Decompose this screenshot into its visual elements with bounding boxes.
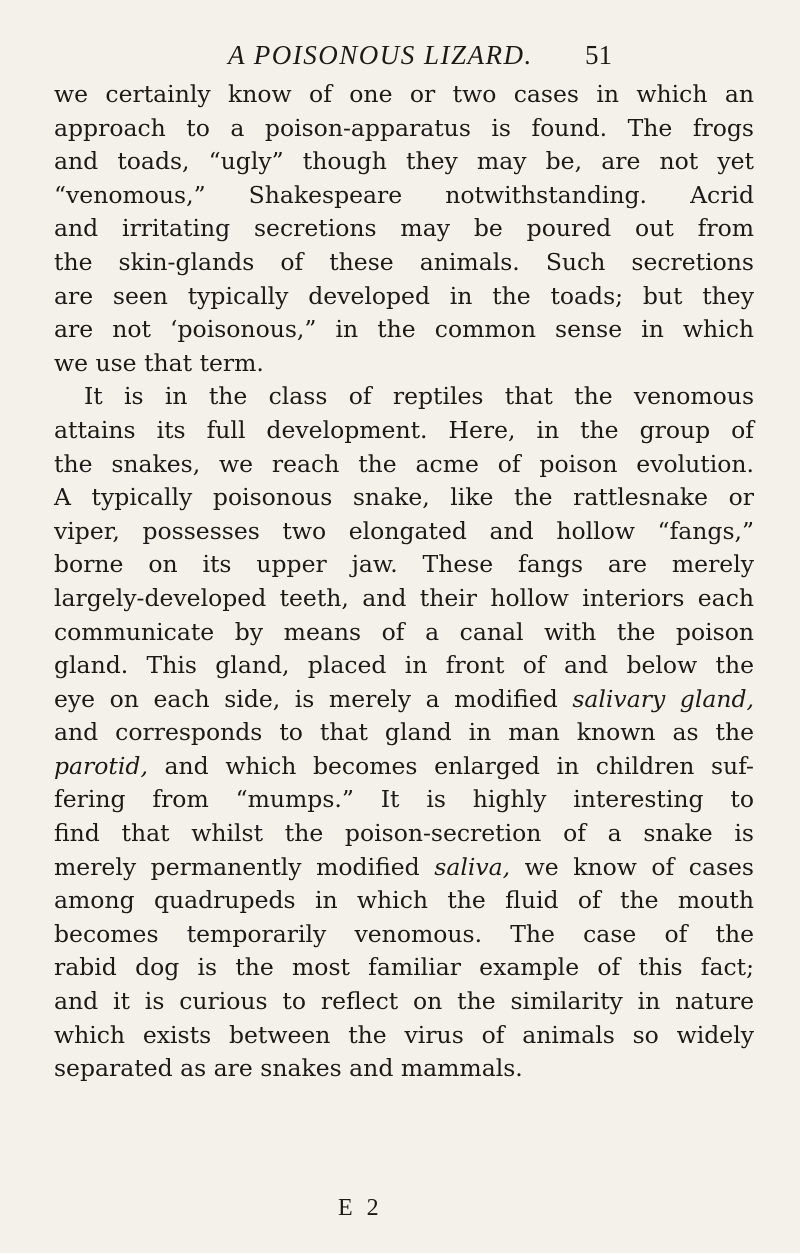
text-line: becomes temporarily venomous. The case of the [54, 919, 754, 948]
text-line: among quadrupeds in which the fluid of the mouth [54, 886, 754, 915]
text-line: fering from “mumps.” It is highly interesting to [54, 785, 754, 814]
text-line: and toads, “ugly” though they may be, are not yet [54, 147, 754, 176]
italic-term: salivary gland, [572, 684, 754, 713]
text-line [54, 851, 754, 885]
page-number: 51 [585, 40, 612, 70]
running-head [0, 40, 800, 74]
text-line: are not ‘poisonous,” in the common sense in which [54, 315, 754, 344]
italic-term: saliva, [434, 852, 511, 881]
text-line: the skin-glands of these animals. Such secretions [54, 247, 754, 276]
text-line: It is in the class of reptiles that the venomous [84, 382, 754, 411]
body-text [54, 78, 754, 1086]
text-line: borne on its upper jaw. These fangs are merely [54, 550, 754, 579]
text-line: and it is curious to reflect on the similarity in nature [54, 987, 754, 1016]
text-segment: and which becomes enlarged in children suf- [164, 751, 754, 780]
text-line: separated as are snakes and mammals. [54, 1054, 523, 1083]
text-line: and corresponds to that gland in man known as the [54, 718, 754, 747]
text-line: “venomous,” Shakespeare notwithstanding. Acrid [54, 180, 754, 209]
text-line: we certainly know of one or two cases in which an [54, 80, 754, 108]
text-line: find that whilst the poison-secretion of a snake is [54, 819, 754, 848]
text-line: rabid dog is the most familiar example of this fact; [54, 953, 754, 982]
text-line: and irritating secretions may be poured out from [54, 214, 754, 243]
text-segment: we know of cases [524, 852, 754, 881]
text-line: we use that term. [54, 348, 264, 377]
text-line: communicate by means of a canal with the poison [54, 617, 754, 646]
text-line: attains its full development. Here, in the group of [54, 415, 754, 444]
text-line: are seen typically developed in the toads; but they [54, 281, 754, 310]
text-line: largely-developed teeth, and their hollow interiors each [54, 583, 754, 612]
text-line: gland. This gland, placed in front of and below the [54, 651, 754, 680]
text-line: viper, possesses two elongated and hollow “fangs,” [54, 516, 754, 545]
running-title: A POISONOUS LIZARD. [228, 40, 533, 70]
text-line: which exists between the virus of animals so widely [54, 1020, 754, 1049]
text-line [54, 683, 754, 717]
text-line: the snakes, we reach the acme of poison evolution. [54, 449, 754, 478]
signature-mark: E 2 [338, 1195, 383, 1221]
text-line: approach to a poison-apparatus is found. The frogs [54, 113, 754, 142]
text-segment: eye on each side, is merely a modified [54, 684, 558, 713]
text-line [54, 750, 754, 784]
italic-term: parotid, [54, 751, 148, 780]
text-line: A typically poisonous snake, like the rattlesnake or [54, 483, 754, 512]
text-segment: merely permanently modified [54, 852, 420, 881]
